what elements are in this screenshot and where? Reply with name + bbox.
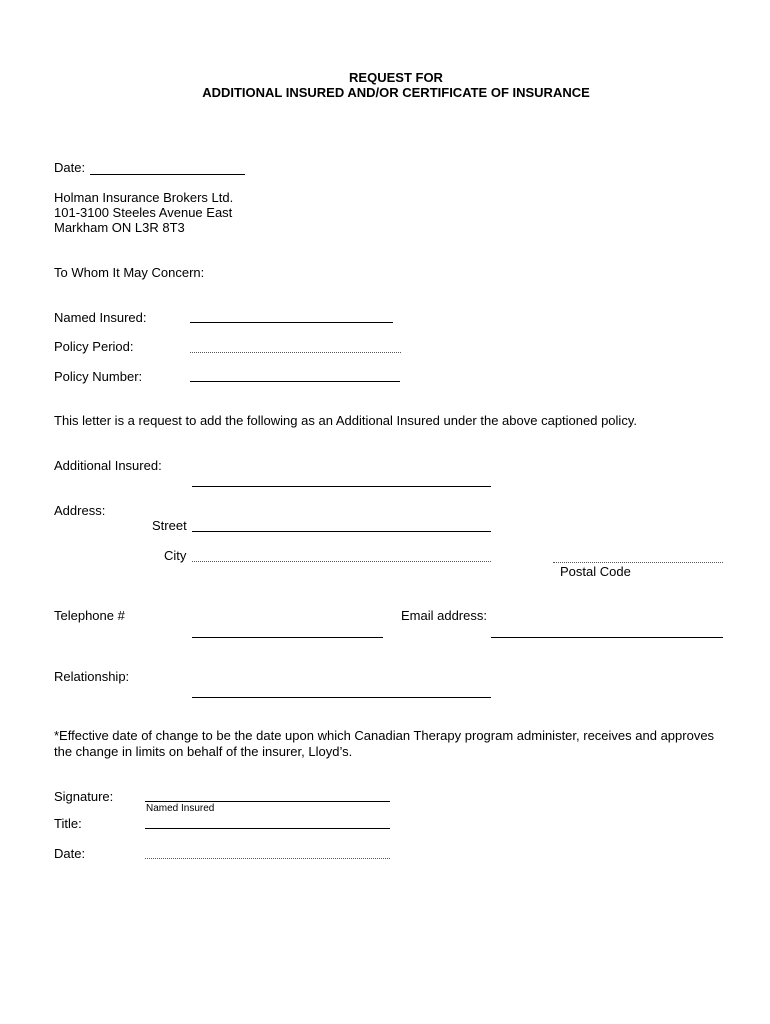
postal-code-line bbox=[553, 562, 723, 563]
telephone-field[interactable] bbox=[194, 620, 380, 636]
postal-code-label: Postal Code bbox=[560, 564, 631, 579]
telephone-line bbox=[192, 637, 383, 638]
signoff-date-field[interactable] bbox=[147, 841, 387, 857]
postal-code-field[interactable] bbox=[555, 545, 721, 561]
email-label: Email address: bbox=[401, 608, 487, 623]
email-line bbox=[491, 637, 723, 638]
policy-number-line bbox=[190, 381, 400, 382]
effective-date-note: *Effective date of change to be the date upon which Canadian Therapy program administer, receives and approves the change in limits on behalf of the insurer, Lloyd’s. bbox=[54, 728, 715, 759]
relationship-line bbox=[192, 697, 491, 698]
policy-number-label: Policy Number: bbox=[54, 369, 143, 384]
date-field[interactable] bbox=[92, 158, 242, 174]
city-line bbox=[192, 561, 491, 562]
title-line bbox=[145, 828, 390, 829]
email-field[interactable] bbox=[493, 620, 721, 636]
additional-insured-label: Additional Insured: bbox=[54, 458, 162, 473]
signature-field[interactable] bbox=[147, 784, 387, 800]
form-title-line2: ADDITIONAL INSURED AND/OR CERTIFICATE OF INSURANCE bbox=[202, 85, 590, 100]
broker-city: Markham ON L3R 8T3 bbox=[54, 220, 185, 235]
signature-line bbox=[145, 801, 390, 802]
telephone-label: Telephone # bbox=[54, 608, 125, 623]
title-label: Title: bbox=[54, 816, 82, 831]
form-title-line1: REQUEST FOR bbox=[349, 70, 443, 85]
named-insured-label: Named Insured: bbox=[54, 310, 147, 325]
policy-number-field[interactable] bbox=[192, 364, 398, 380]
date-label: Date: bbox=[54, 160, 86, 175]
policy-period-field[interactable] bbox=[192, 335, 398, 351]
date-line bbox=[90, 174, 245, 175]
additional-insured-field[interactable] bbox=[194, 469, 488, 485]
signature-caption: Named Insured bbox=[146, 803, 215, 814]
policy-period-line bbox=[190, 352, 401, 353]
salutation: To Whom It May Concern: bbox=[54, 265, 205, 280]
relationship-field[interactable] bbox=[194, 680, 488, 696]
signature-label: Signature: bbox=[54, 789, 114, 804]
title-field[interactable] bbox=[147, 811, 387, 827]
city-field[interactable] bbox=[194, 544, 488, 560]
policy-period-label: Policy Period: bbox=[54, 339, 134, 354]
broker-name: Holman Insurance Brokers Ltd. bbox=[54, 190, 234, 205]
named-insured-field[interactable] bbox=[192, 305, 390, 321]
signoff-date-label: Date: bbox=[54, 846, 86, 861]
broker-street: 101-3100 Steeles Avenue East bbox=[54, 205, 233, 220]
additional-insured-line bbox=[192, 486, 491, 487]
signoff-date-line bbox=[145, 858, 390, 859]
address-label: Address: bbox=[54, 503, 106, 518]
city-label: City bbox=[164, 548, 187, 563]
street-label: Street bbox=[152, 518, 187, 533]
street-field[interactable] bbox=[194, 514, 488, 530]
relationship-label: Relationship: bbox=[54, 669, 130, 684]
street-line bbox=[192, 531, 491, 532]
request-statement: This letter is a request to add the following as an Additional Insured under the above captioned policy. bbox=[54, 413, 637, 428]
named-insured-line bbox=[190, 322, 393, 323]
